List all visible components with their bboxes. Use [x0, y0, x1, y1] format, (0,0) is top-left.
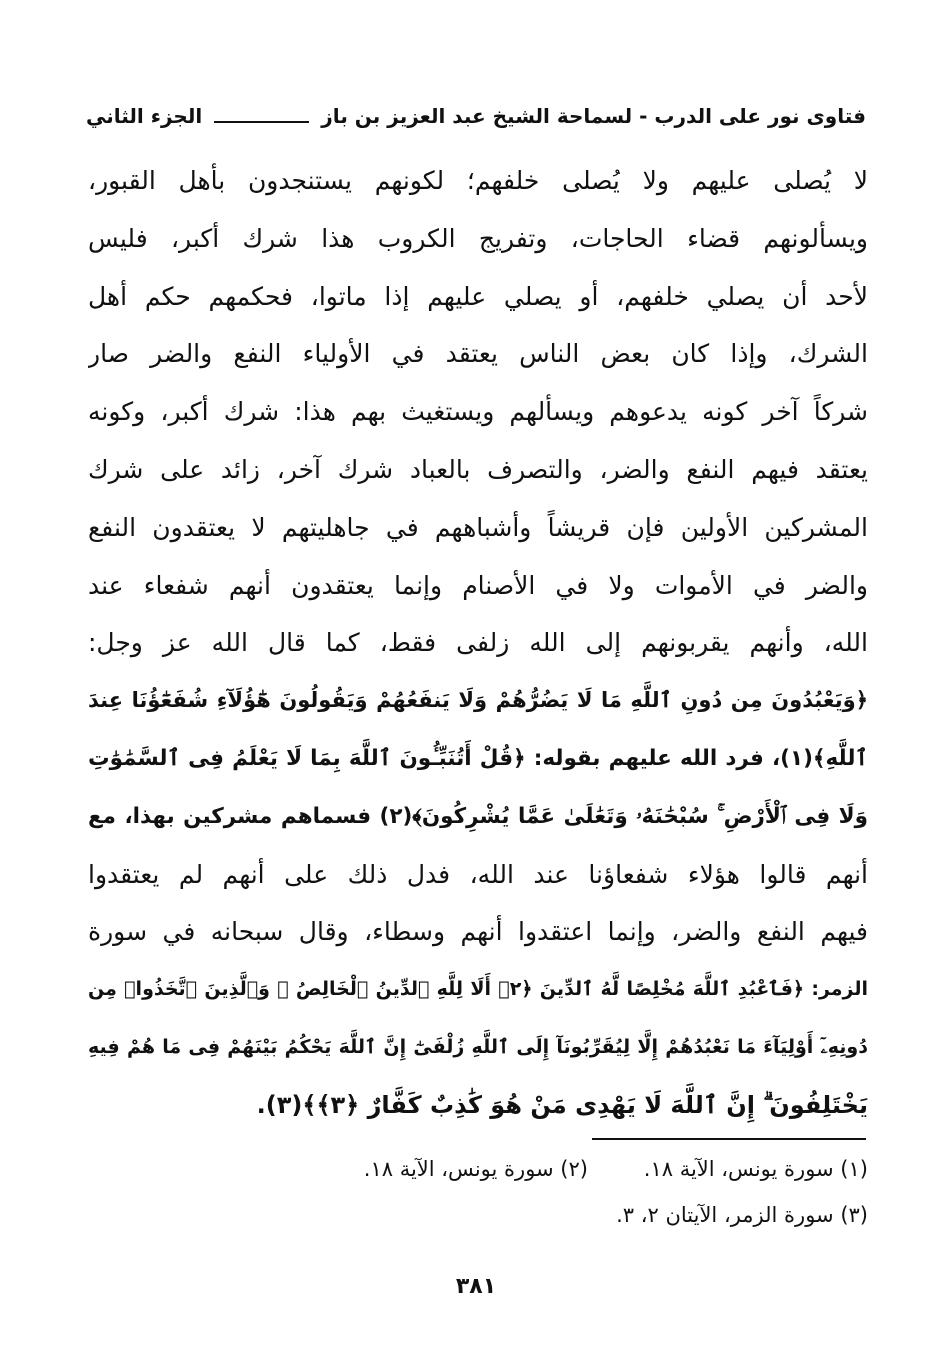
- text-line: فيهم النفع والضر، وإنما اعتقدوا أنهم وسطاء، وقال سبحانه في سورة: [88, 917, 868, 947]
- footnote: (١) سورة يونس، الآية ١٨.: [643, 1157, 868, 1181]
- text-line: المشركين الأولين فإن قريشاً وأشباههم في جاهليتهم لا يعتقدون النفع: [88, 512, 868, 542]
- quran-line: وَلَا فِى ٱلْأَرْضِ ۚ سُبْحَٰنَهُۥ وَتَعَٰلَىٰ عَمَّا يُشْرِكُونَ﴾(٢) فسماهم مشركين بهذا، مع: [88, 803, 868, 829]
- text-line: والضر في الأموات ولا في الأصنام وإنما يعتقدون أنهم شفعاء عند: [88, 570, 868, 600]
- text-line: لأحد أن يصلي خلفهم، أو يصلي عليهم إذا ماتوا، فحكمهم حكم أهل: [88, 281, 868, 311]
- quran-line: يَخْتَلِفُونَ ۗ إِنَّ ٱللَّهَ لَا يَهْدِى مَنْ هُوَ كَٰذِبٌ كَفَّارٌ ﴿٣﴾﴾(٣).: [256, 1090, 868, 1119]
- text-line: شركاً آخر كونه يدعوهم ويسألهم ويستغيث بهم هذا: شرك أكبر، وكونه: [88, 397, 868, 427]
- footnote: (٣) سورة الزمر، الآيتان ٢، ٣.: [616, 1203, 868, 1227]
- header-title: فتاوى نور على الدرب - لسماحة الشيخ عبد العزيز بن باز: [321, 104, 866, 128]
- quran-line: الزمر: ﴿فَٱعْبُدِ ٱللَّهَ مُخْلِصًا لَّهُ ٱلدِّينَ ﴿٢﴾ أَلَا لِلَّهِ ٱلدِّينُ ٱلْخَالِصُ ۚ وَٱلَّذِينَ ٱتَّخَذُوا۟ مِن: [88, 978, 868, 1001]
- text-line: لا يُصلى عليهم ولا يُصلى خلفهم؛ لكونهم يستنجدون بأهل القبور،: [88, 166, 868, 195]
- footnote-row: [88, 1192, 868, 1238]
- body-text: [88, 152, 868, 1119]
- quran-line: ﴿وَيَعْبُدُونَ مِن دُونِ ٱللَّهِ مَا لَا يَضُرُّهُمْ وَلَا يَنفَعُهُمْ وَيَقُولُونَ هَٰٓؤُلَآءِ شُفَعَٰٓؤُنَا عِندَ: [88, 688, 868, 713]
- footnote: (٢) سورة يونس، الآية ١٨.: [363, 1157, 588, 1181]
- footnotes: [88, 1146, 868, 1238]
- text-line: الله، وأنهم يقربونهم إلى الله زلفى فقط، كما قال الله عز وجل:: [88, 628, 868, 658]
- quran-line: ٱللَّهِ﴾(١)، فرد الله عليهم بقوله: ﴿قُلْ أَتُنَبِّـُٔونَ ٱللَّهَ بِمَا لَا يَعْلَمُ فِى ٱلسَّمَٰوَٰتِ: [88, 745, 868, 771]
- page-number: ٣٨١: [455, 1274, 497, 1299]
- text-line: أنهم قالوا هؤلاء شفعاؤنا عند الله، فدل ذلك على أنهم لم يعتقدوا: [88, 859, 868, 889]
- running-header: [86, 96, 866, 136]
- header-rule: [214, 121, 309, 123]
- footnote-divider: [592, 1138, 866, 1140]
- footnote-row: [88, 1146, 868, 1192]
- quran-line: دُونِهِۦٓ أَوْلِيَآءَ مَا نَعْبُدُهُمْ إِلَّا لِيُقَرِّبُونَآ إِلَى ٱللَّهِ زُلْفَىٰٓ إِنَّ ٱللَّهَ يَحْكُمُ بَيْنَهُمْ فِى مَا هُمْ فِيهِ: [88, 1035, 868, 1058]
- text-line: الشرك، وإذا كان بعض الناس يعتقد في الأولياء النفع والضر صار: [88, 339, 868, 369]
- text-line: ويسألونهم قضاء الحاجات، وتفريج الكروب هذا شرك أكبر، فليس: [88, 223, 868, 253]
- header-part: الجزء الثاني: [86, 104, 203, 128]
- text-line: يعتقد فيهم النفع والضر، والتصرف بالعباد شرك آخر، زائد على شرك: [88, 454, 868, 484]
